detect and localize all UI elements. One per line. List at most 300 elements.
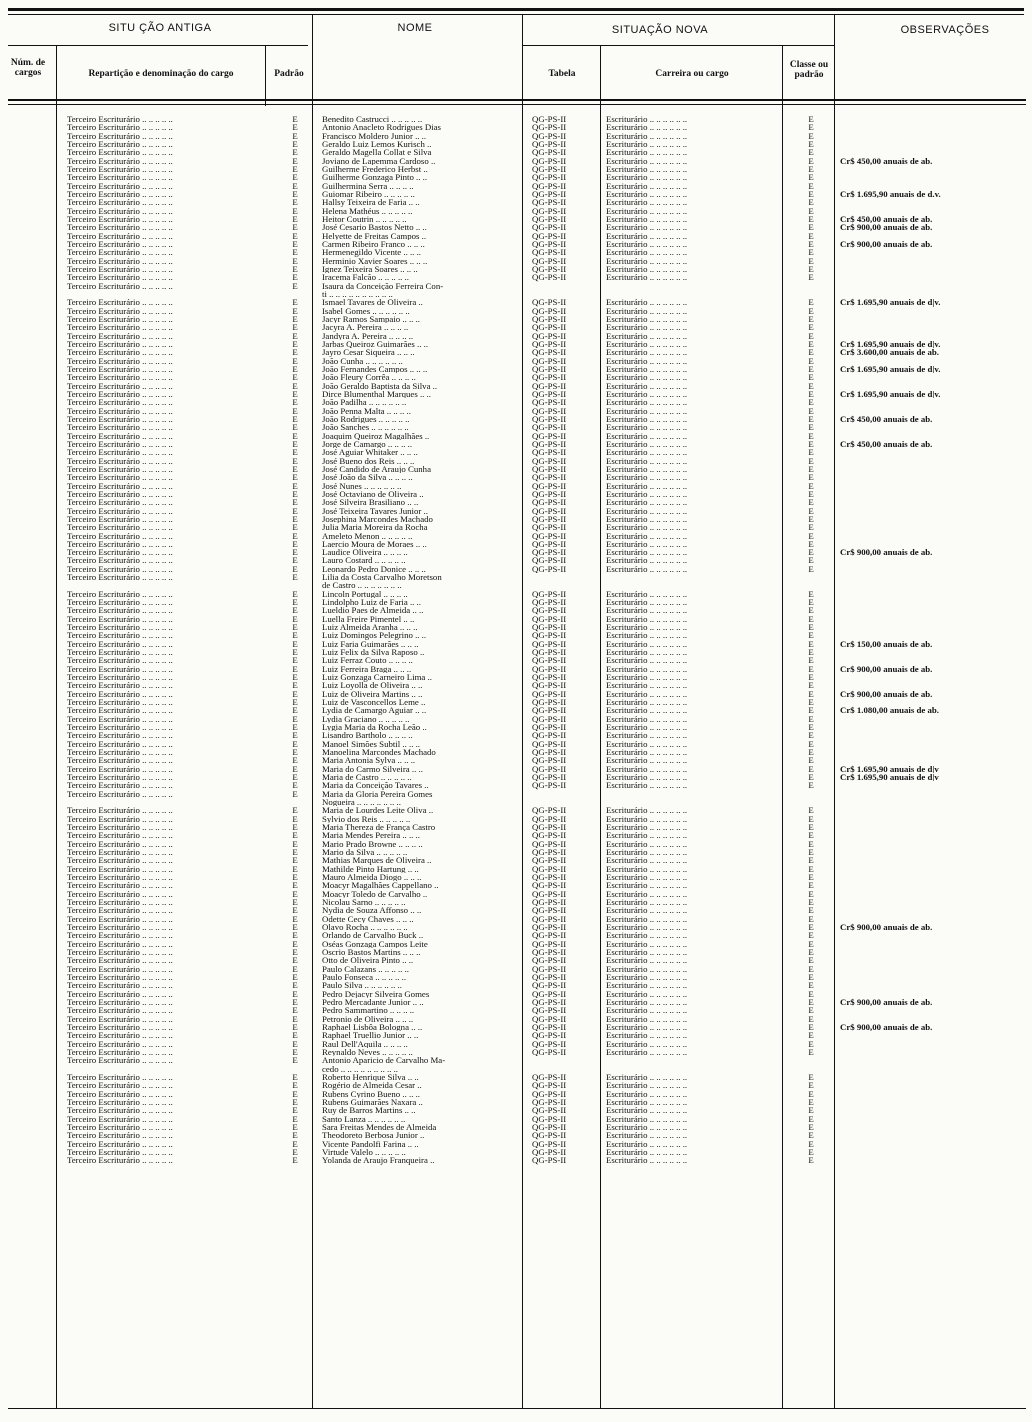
cell-class: E [808,723,814,732]
cell-class: E [808,539,814,549]
cell-old-standard: E [292,631,298,640]
table-row [0,998,1032,1006]
cell-table-code: QG-PS-II [532,548,567,557]
cell-name: Jacyra A. Pereira .. .. .. .. [322,323,409,332]
cell-old-standard: E [292,598,298,607]
cell-class: E [808,981,814,990]
cell-class: E [808,1022,814,1032]
cell-observation: Cr$ 900,00 anuais de ab. [840,923,933,932]
cell-old-position: Terceiro Escriturário .. .. .. .. .. [67,156,173,166]
cell-table-code: QG-PS-II [532,864,567,874]
cell-class: E [808,398,814,407]
cell-old-standard: E [292,948,298,957]
cell-observation: Cr$ 900,00 anuais de ab. [840,223,933,232]
cell-class: E [808,881,814,890]
cell-old-position: Terceiro Escriturário .. .. .. .. .. [67,539,173,549]
table-row [0,790,1032,798]
cell-observation: Cr$ 1.695,90 anuais de d|v [840,773,939,782]
cell-career: Escriturário .. .. .. .. .. .. [606,1114,688,1123]
cell-name: Carmen Ribeiro Franco .. .. .. [322,239,425,249]
cell-class: E [808,873,814,882]
subheader-padrao: Padrão [274,69,304,79]
cell-table-code: QG-PS-II [532,731,567,740]
cell-old-standard: E [292,848,298,857]
header-mid-rule [8,45,308,46]
table-row [0,190,1032,198]
cell-table-code: QG-PS-II [532,1047,567,1057]
cell-old-position: Terceiro Escriturário .. .. .. .. .. [67,1139,173,1148]
cell-table-code: QG-PS-II [532,398,567,407]
table-row [0,748,1032,756]
table-row [0,798,1032,806]
subheader-classe: Classe ou padrão [789,60,829,80]
cell-class: E [808,148,814,157]
cell-name: ti .. .. .. .. .. .. .. .. .. .. [322,289,393,299]
cell-class: E [808,339,814,349]
table-row [0,498,1032,506]
cell-career: Escriturário .. .. .. .. .. .. [606,1089,688,1099]
cell-career: Escriturário .. .. .. .. .. .. [606,1047,688,1057]
cell-name: Josephina Marcondes Machado [322,514,433,524]
cell-class: E [808,531,814,540]
cell-old-position: Terceiro Escriturário .. .. .. .. .. [67,956,173,965]
cell-old-standard: E [292,914,298,924]
cell-table-code: QG-PS-II [532,489,567,499]
cell-table-code: QG-PS-II [532,764,567,774]
cell-table-code: QG-PS-II [532,1097,567,1107]
cell-observation: Cr$ 1.695,90 anuais de d|v. [840,298,941,307]
cell-old-standard: E [292,906,298,915]
cell-career: Escriturário .. .. .. .. .. .. [606,1122,688,1132]
cell-class: E [808,556,814,565]
cell-career: Escriturário .. .. .. .. .. .. [606,848,688,857]
cell-name: Herminio Xavier Soares .. .. .. [322,256,428,266]
cell-old-standard: E [292,981,298,990]
cell-observation: Cr$ 450,00 anuais de ab. [840,156,933,166]
cell-class: E [808,1114,814,1123]
cell-career: Escriturário .. .. .. .. .. .. [606,1097,688,1107]
cell-name: Moacyr Magalhães Cappellano .. [322,881,439,890]
cell-name: Helyette de Freitas Campos .. [322,231,427,241]
cell-career: Escriturário .. .. .. .. .. .. [606,1039,688,1049]
cell-name: Luiz de Oliveira Martins .. .. [322,689,423,699]
cell-table-code: QG-PS-II [532,1014,567,1024]
cell-career: Escriturário .. .. .. .. .. .. [606,906,688,915]
cell-career: Escriturário .. .. .. .. .. .. [606,264,688,274]
cell-old-standard: E [292,614,298,624]
cell-table-code: QG-PS-II [532,239,567,249]
cell-name: Luiz Domingos Pelegrino .. .. [322,631,427,640]
cell-old-standard: E [292,323,298,332]
cell-old-standard: E [292,739,298,749]
cell-career: Escriturário .. .. .. .. .. .. [606,756,688,765]
cell-name: Sylvio dos Reis .. .. .. .. .. [322,814,411,824]
cell-old-position: Terceiro Escriturário .. .. .. .. .. [67,639,173,649]
table-row [0,581,1032,589]
cell-old-standard: E [292,964,298,974]
cell-name: Raphael Truellio Junior .. .. [322,1031,419,1040]
header-bottom-rule [8,99,1026,101]
table-row [0,890,1032,898]
cell-career: Escriturário .. .. .. .. .. .. [606,814,688,824]
cell-table-code: QG-PS-II [532,389,567,399]
cell-career: Escriturário .. .. .. .. .. .. [606,214,688,224]
cell-career: Escriturário .. .. .. .. .. .. [606,739,688,749]
cell-table-code: QG-PS-II [532,406,567,415]
cell-table-code: QG-PS-II [532,339,567,349]
cell-table-code: QG-PS-II [532,523,567,532]
cell-career: Escriturário .. .. .. .. .. .. [606,972,688,982]
cell-old-position: Terceiro Escriturário .. .. .. .. .. [67,115,173,124]
cell-class: E [808,1156,814,1165]
header-situacao-nova: SITUAÇÃO NOVA [611,24,709,36]
cell-class: E [808,323,814,332]
cell-old-standard: E [292,1089,298,1099]
cell-old-position: Terceiro Escriturário .. .. .. .. .. [67,1022,173,1032]
table-row [0,965,1032,973]
table-row [0,1090,1032,1098]
cell-name: Iracema Falcão .. .. .. .. .. [322,273,409,282]
cell-old-position: Terceiro Escriturário .. .. .. .. .. [67,1156,173,1165]
subheader-tabela: Tabela [548,69,576,79]
cell-table-code: QG-PS-II [532,664,567,674]
cell-old-position: Terceiro Escriturário .. .. .. .. .. [67,464,173,474]
cell-table-code: QG-PS-II [532,514,567,524]
table-row [0,640,1032,648]
cell-old-position: Terceiro Escriturário .. .. .. .. .. [67,756,173,765]
cell-career: Escriturário .. .. .. .. .. .. [606,1131,688,1140]
cell-old-standard: E [292,814,298,824]
cell-old-position: Terceiro Escriturário .. .. .. .. .. [67,506,173,515]
cell-class: E [808,181,814,191]
cell-class: E [808,306,814,315]
table-row [0,1148,1032,1156]
cell-career: Escriturário .. .. .. .. .. .. [606,881,688,890]
cell-career: Escriturário .. .. .. .. .. .. [606,781,688,790]
cell-career: Escriturário .. .. .. .. .. .. [606,1139,688,1148]
table-row [0,648,1032,656]
table-row [0,840,1032,848]
cell-observation: Cr$ 900,00 anuais de ab. [840,997,933,1007]
cell-name: Geraldo Magella Collat e Silva [322,148,432,157]
table-row [0,1065,1032,1073]
cell-observation: Cr$ 1.695,90 anuais de d|v. [840,339,941,349]
cell-old-standard: E [292,639,298,649]
cell-old-position: Terceiro Escriturário .. .. .. .. .. [67,673,173,682]
table-row [0,198,1032,206]
cell-old-position: Terceiro Escriturário .. .. .. .. .. [67,731,173,740]
table-row [0,298,1032,306]
cell-old-position: Terceiro Escriturário .. .. .. .. .. [67,306,173,315]
cell-old-standard: E [292,123,298,132]
cell-old-standard: E [292,873,298,882]
cell-old-standard: E [292,573,298,582]
cell-class: E [808,831,814,840]
cell-old-standard: E [292,514,298,524]
cell-name: Luiz Felix da Silva Raposo .. [322,648,425,657]
cell-name: Luiz Gonzaga Carneiro Lima .. [322,673,432,682]
cell-old-standard: E [292,731,298,740]
cell-table-code: QG-PS-II [532,931,567,940]
cell-name: José João da Silva .. .. .. .. [322,473,413,482]
cell-name: Joviano de Lapemma Cardoso .. [322,156,436,166]
cell-table-code: QG-PS-II [532,206,567,216]
cell-old-standard: E [292,1106,298,1115]
cell-career: Escriturário .. .. .. .. .. .. [606,531,688,540]
cell-class: E [808,1122,814,1132]
cell-old-standard: E [292,489,298,499]
cell-class: E [808,698,814,707]
cell-career: Escriturário .. .. .. .. .. .. [606,473,688,482]
cell-old-standard: E [292,473,298,482]
cell-career: Escriturário .. .. .. .. .. .. [606,231,688,241]
cell-old-position: Terceiro Escriturário .. .. .. .. .. [67,706,173,715]
cell-class: E [808,331,814,340]
cell-class: E [808,364,814,374]
cell-career: Escriturário .. .. .. .. .. .. [606,1072,688,1082]
table-row [0,665,1032,673]
cell-old-position: Terceiro Escriturário .. .. .. .. .. [67,1047,173,1057]
cell-name: Francisco Moldero Junior .. .. [322,131,427,141]
table-row [0,948,1032,956]
cell-table-code: QG-PS-II [532,848,567,857]
cell-old-position: Terceiro Escriturário .. .. .. .. .. [67,531,173,540]
cell-name: José Octaviano de Oliveira .. [322,489,424,499]
table-row [0,207,1032,215]
cell-old-standard: E [292,939,298,949]
cell-name: Maria do Carmo Silveira .. .. [322,764,423,774]
cell-career: Escriturário .. .. .. .. .. .. [606,714,688,724]
cell-old-standard: E [292,1014,298,1024]
table-row [0,873,1032,881]
cell-old-standard: E [292,248,298,257]
cell-class: E [808,1147,814,1157]
cell-old-standard: E [292,1139,298,1148]
cell-career: Escriturário .. .. .. .. .. .. [606,856,688,865]
cell-career: Escriturário .. .. .. .. .. .. [606,456,688,465]
cell-name: Odette Cecy Chaves .. .. .. [322,914,414,924]
cell-old-standard: E [292,273,298,282]
cell-name: Maria da Gloria Pereira Gomes [322,789,433,799]
table-row [0,806,1032,814]
cell-career: Escriturário .. .. .. .. .. .. [606,156,688,166]
cell-table-code: QG-PS-II [532,331,567,340]
cell-career: Escriturário .. .. .. .. .. .. [606,206,688,216]
cell-career: Escriturário .. .. .. .. .. .. [606,1006,688,1015]
cell-table-code: QG-PS-II [532,556,567,565]
cell-observation: Cr$ 900,00 anuais de ab. [840,664,933,674]
cell-table-code: QG-PS-II [532,1072,567,1082]
cell-name: Nogueira .. .. .. .. .. .. .. [322,798,401,807]
cell-old-position: Terceiro Escriturário .. .. .. .. .. [67,189,173,199]
table-row [0,473,1032,481]
cell-name: Maria Mendes Pereira .. .. .. [322,831,420,840]
cell-name: Sara Freitas Mendes de Almeida [322,1122,437,1132]
cell-name: Laudice Oliveira .. .. .. .. [322,548,408,557]
table-row [0,823,1032,831]
cell-table-code: QG-PS-II [532,231,567,241]
cell-name: José Cesario Bastos Netto .. .. [322,223,427,232]
table-row [0,848,1032,856]
cell-table-code: QG-PS-II [532,889,567,899]
cell-career: Escriturário .. .. .. .. .. .. [606,506,688,515]
cell-old-position: Terceiro Escriturário .. .. .. .. .. [67,281,173,290]
cell-table-code: QG-PS-II [532,214,567,224]
table-row [0,631,1032,639]
table-row [0,532,1032,540]
cell-career: Escriturário .. .. .. .. .. .. [606,614,688,624]
cell-old-standard: E [292,448,298,457]
cell-career: Escriturário .. .. .. .. .. .. [606,589,688,599]
cell-table-code: QG-PS-II [532,648,567,657]
cell-class: E [808,164,814,174]
cell-class: E [808,439,814,449]
cell-class: E [808,189,814,199]
table-row [0,556,1032,564]
table-row [0,390,1032,398]
cell-table-code: QG-PS-II [532,248,567,257]
cell-career: Escriturário .. .. .. .. .. .. [606,773,688,782]
cell-career: Escriturário .. .. .. .. .. .. [606,256,688,266]
cell-old-standard: E [292,189,298,199]
cell-career: Escriturário .. .. .. .. .. .. [606,889,688,899]
cell-table-code: QG-PS-II [532,689,567,699]
cell-table-code: QG-PS-II [532,464,567,474]
cell-class: E [808,273,814,282]
cell-class: E [808,956,814,965]
cell-name: Benedito Castrucci .. .. .. .. .. [322,115,423,124]
cell-old-position: Terceiro Escriturário .. .. .. .. .. [67,739,173,749]
header-observacoes: OBSERVAÇÕES [900,24,990,36]
cell-old-position: Terceiro Escriturário .. .. .. .. .. [67,931,173,940]
table-row [0,906,1032,914]
table-row [0,1131,1032,1139]
cell-name: Jacyr Ramos Sampaio .. .. .. [322,314,420,324]
cell-old-position: Terceiro Escriturário .. .. .. .. .. [67,972,173,982]
cell-table-code: QG-PS-II [532,1156,567,1165]
cell-class: E [808,1106,814,1115]
cell-old-standard: E [292,1081,298,1090]
cell-name: Luiz Ferraz Couto .. .. .. .. [322,656,413,665]
cell-table-code: QG-PS-II [532,223,567,232]
table-row [0,1098,1032,1106]
table-row [0,457,1032,465]
cell-old-standard: E [292,664,298,674]
cell-old-standard: E [292,923,298,932]
cell-class: E [808,731,814,740]
cell-career: Escriturário .. .. .. .. .. .. [606,673,688,682]
cell-old-position: Terceiro Escriturário .. .. .. .. .. [67,806,173,815]
cell-table-code: QG-PS-II [532,173,567,182]
cell-table-code: QG-PS-II [532,1081,567,1090]
table-row [0,865,1032,873]
cell-old-standard: E [292,539,298,549]
cell-old-standard: E [292,1047,298,1057]
cell-observation: Cr$ 1.695,90 anuais de d|v [840,764,939,774]
table-row [0,540,1032,548]
subheader-num-cargos: Núm. de cargos [10,58,46,78]
cell-name: Maria da Conceição Tavares .. [322,781,429,790]
cell-name: Helena Mathéus .. .. .. .. .. [322,206,413,216]
cell-table-code: QG-PS-II [532,198,567,207]
cell-old-standard: E [292,1114,298,1123]
cell-old-position: Terceiro Escriturário .. .. .. .. .. [67,564,173,574]
cell-career: Escriturário .. .. .. .. .. .. [606,1022,688,1032]
cell-old-standard: E [292,498,298,507]
cell-class: E [808,314,814,324]
cell-class: E [808,523,814,532]
cell-career: Escriturário .. .. .. .. .. .. [606,173,688,182]
cell-class: E [808,864,814,874]
cell-name: Dirce Blumenthal Marques .. .. [322,389,431,399]
cell-old-standard: E [292,1031,298,1040]
table-row [0,332,1032,340]
cell-name: Oscrio Bastos Martins .. .. .. [322,948,421,957]
cell-career: Escriturário .. .. .. .. .. .. [606,997,688,1007]
cell-table-code: QG-PS-II [532,1122,567,1132]
cell-observation: Cr$ 450,00 anuais de ab. [840,214,933,224]
cell-name: Otto de Oliveira Pinto .. .. [322,956,414,965]
table-row [0,1081,1032,1089]
cell-old-position: Terceiro Escriturário .. .. .. .. .. [67,1056,173,1065]
cell-class: E [808,739,814,749]
cell-career: Escriturário .. .. .. .. .. .. [606,131,688,141]
cell-name: de Castro .. .. .. .. .. .. .. [322,581,402,590]
cell-old-standard: E [292,673,298,682]
cell-old-standard: E [292,764,298,774]
cell-old-standard: E [292,356,298,365]
cell-table-code: QG-PS-II [532,164,567,174]
cell-class: E [808,423,814,432]
cell-table-code: QG-PS-II [532,123,567,132]
cell-name: Isaura da Conceição Ferreira Con- [322,281,444,290]
table-row [0,115,1032,123]
cell-old-position: Terceiro Escriturário .. .. .. .. .. [67,381,173,390]
cell-table-code: QG-PS-II [532,298,567,307]
cell-career: Escriturário .. .. .. .. .. .. [606,189,688,199]
table-row [0,831,1032,839]
cell-class: E [808,206,814,216]
cell-old-position: Terceiro Escriturário .. .. .. .. .. [67,1114,173,1123]
cell-name: Nicolau Sarno .. .. .. .. .. [322,898,406,907]
cell-class: E [808,773,814,782]
table-row [0,756,1032,764]
cell-class: E [808,814,814,824]
cell-old-standard: E [292,564,298,574]
cell-name: Rogério de Almeida Cesar .. [322,1081,422,1090]
cell-old-standard: E [292,756,298,765]
cell-class: E [808,598,814,607]
cell-career: Escriturário .. .. .. .. .. .. [606,356,688,365]
cell-career: Escriturário .. .. .. .. .. .. [606,948,688,957]
cell-career: Escriturário .. .. .. .. .. .. [606,1106,688,1115]
cell-old-standard: E [292,656,298,665]
cell-name: Leonardo Pedro Donice .. .. .. [322,564,426,574]
cell-table-code: QG-PS-II [532,381,567,390]
cell-old-standard: E [292,839,298,849]
cell-name: Santo Lanza .. .. .. .. .. .. [322,1114,406,1123]
cell-career: Escriturário .. .. .. .. .. .. [606,539,688,549]
cell-name: Luiz Loyolla de Oliveira .. .. [322,681,423,690]
cell-old-position: Terceiro Escriturário .. .. .. .. .. [67,223,173,232]
cell-table-code: QG-PS-II [532,1022,567,1032]
cell-table-code: QG-PS-II [532,414,567,424]
cell-table-code: QG-PS-II [532,264,567,274]
cell-old-standard: E [292,548,298,557]
cell-old-standard: E [292,414,298,424]
table-row [0,898,1032,906]
table-row [0,1040,1032,1048]
